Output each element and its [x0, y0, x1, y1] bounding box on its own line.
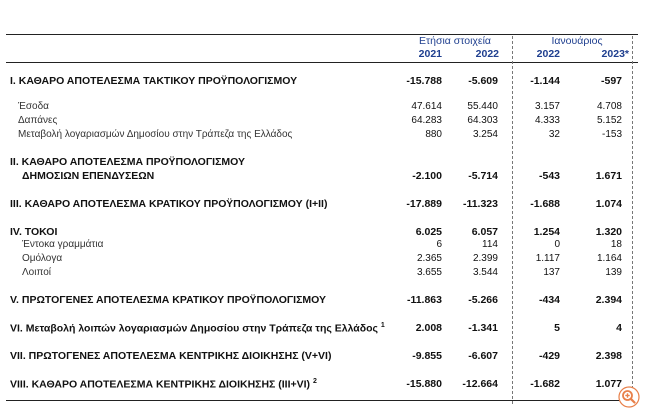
cell-value: 55.440: [467, 101, 498, 112]
cell-value: -2.100: [412, 170, 442, 182]
cell-value: 3.655: [416, 267, 442, 278]
cell-value: 4.333: [534, 115, 560, 126]
row-label: VIII. ΚΑΘΑΡΟ ΑΠΟΤΕΛΕΣΜΑ ΚΕΝΤΡΙΚΗΣ ΔΙΟΙΚΗΣΗΣ (III+VI) $^2$: [10, 378, 317, 391]
cell-value: -1.688: [530, 198, 560, 210]
cell-value: 137: [543, 267, 560, 278]
cell-value: 47.614: [411, 101, 442, 112]
cell-value: 3.254: [472, 129, 498, 140]
cell-value: 880: [425, 129, 442, 140]
cell-value: -1.682: [530, 378, 560, 390]
cell-value: -1.144: [530, 75, 560, 87]
cell-value: 2.398: [595, 350, 622, 362]
row-label: Έσοδα: [18, 101, 49, 112]
cell-value: 1.117: [535, 253, 560, 264]
cell-value: 18: [610, 239, 622, 250]
row-label: VII. ΠΡΩΤΟΓΕΝΕΣ ΑΠΟΤΕΛΕΣΜΑ ΚΕΝΤΡΙΚΗΣ ΔΙΟΙΚΗΣΗΣ (V+VI): [10, 350, 332, 362]
cell-value: -434: [538, 294, 560, 306]
cell-value: 1.254: [533, 226, 560, 238]
row-label: VI. Μεταβολή λοιπών λογαριασμών Δημοσίου στην Τράπεζα της Ελλάδος $^1$: [10, 322, 385, 335]
row-label: V. ΠΡΩΤΟΓΕΝΕΣ ΑΠΟΤΕΛΕΣΜΑ ΚΡΑΤΙΚΟΥ ΠΡΟΫΠΟΛΟΓΙΣΜΟΥ: [10, 294, 327, 306]
cell-value: -429: [538, 350, 560, 362]
header-rule: [6, 62, 638, 63]
cell-value: -6.607: [468, 350, 498, 362]
row-label: Μεταβολή λογαριασμών Δημοσίου στην Τράπεζα της Ελλάδος: [18, 129, 293, 140]
row-label: Δαπάνες: [18, 115, 58, 126]
cell-value: 64.303: [467, 115, 498, 126]
row-label: II. ΚΑΘΑΡΟ ΑΠΟΤΕΛΕΣΜΑ ΠΡΟΫΠΟΛΟΓΙΣΜΟΥ: [10, 156, 245, 168]
header-group-january: Ιανουάριος: [551, 35, 603, 47]
column-separator: [632, 36, 633, 404]
cell-value: 139: [605, 267, 622, 278]
cell-value: -5.714: [468, 170, 498, 182]
cell-value: -153: [601, 129, 622, 140]
footnote-marker: 1: [380, 322, 385, 329]
header-year: 2022: [536, 48, 560, 60]
cell-value: -5.266: [468, 294, 498, 306]
cell-value: 2.008: [415, 322, 442, 334]
cell-value: 4.708: [596, 101, 622, 112]
footnote-marker: 2: [312, 378, 317, 385]
row-label: I. ΚΑΘΑΡΟ ΑΠΟΤΕΛΕΣΜΑ ΤΑΚΤΙΚΟΥ ΠΡΟΫΠΟΛΟΓΙΣΜΟΥ: [10, 75, 298, 87]
zoom-in-icon[interactable]: [618, 386, 640, 408]
cell-value: 6: [436, 239, 442, 250]
cell-value: 3.544: [472, 267, 498, 278]
cell-value: 1.320: [595, 226, 622, 238]
cell-value: 64.283: [411, 115, 442, 126]
cell-value: 1.074: [595, 198, 622, 210]
cell-value: -11.863: [406, 294, 442, 306]
cell-value: 32: [548, 129, 560, 140]
cell-value: -1.341: [468, 322, 498, 334]
row-label: Έντοκα γραμμάτια: [22, 239, 104, 250]
cell-value: 2.365: [416, 253, 442, 264]
cell-value: 3.157: [534, 101, 560, 112]
cell-value: 1.671: [595, 170, 622, 182]
cell-value: -5.609: [468, 75, 498, 87]
cell-value: 5.152: [596, 115, 622, 126]
cell-value: -9.855: [412, 350, 442, 362]
cell-value: 0: [554, 239, 560, 250]
row-label: Ομόλογα: [22, 253, 63, 264]
cell-value: 1.077: [595, 378, 622, 390]
row-label: Λοιποί: [22, 267, 52, 278]
cell-value: 2.394: [595, 294, 622, 306]
cell-value: -17.889: [406, 198, 442, 210]
cell-value: -15.880: [406, 378, 442, 390]
cell-value: -11.323: [462, 198, 498, 210]
cell-value: 2.399: [472, 253, 498, 264]
cell-value: 114: [482, 239, 498, 250]
cell-value: -15.788: [406, 75, 442, 87]
cell-value: 5: [554, 322, 560, 334]
header-year: 2023*: [601, 48, 629, 60]
cell-value: -543: [538, 170, 560, 182]
header-year: 2022: [475, 48, 499, 60]
cell-value: -597: [600, 75, 622, 87]
header-year: 2021: [418, 48, 442, 60]
cell-value: 6.025: [415, 226, 442, 238]
cell-value: -12.664: [462, 378, 498, 390]
cell-value: 6.057: [471, 226, 498, 238]
cell-value: 1.164: [596, 253, 622, 264]
row-label-continued: ΔΗΜΟΣΙΩΝ ΕΠΕΝΔΥΣΕΩΝ: [22, 170, 155, 182]
header-group-annual: Ετήσια στοιχεία: [418, 35, 492, 47]
bottom-rule: [6, 400, 638, 401]
column-separator: [512, 36, 513, 404]
cell-value: 4: [616, 322, 622, 334]
row-label: III. ΚΑΘΑΡΟ ΑΠΟΤΕΛΕΣΜΑ ΚΡΑΤΙΚΟΥ ΠΡΟΫΠΟΛΟΓΙΣΜΟΥ (I+II): [10, 198, 328, 210]
row-label: IV. ΤΟΚΟΙ: [10, 226, 58, 238]
